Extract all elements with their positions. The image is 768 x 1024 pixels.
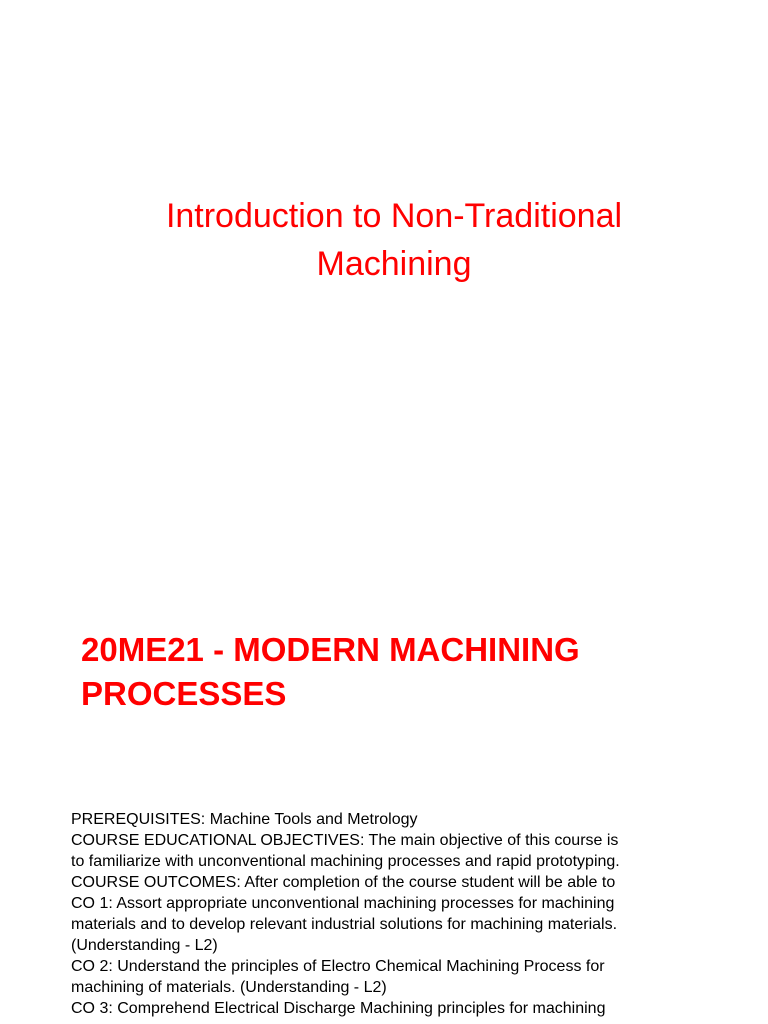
slide-title-line-1: Introduction to Non-Traditional [165,197,623,235]
outcomes-line: COURSE OUTCOMES: After completion of the course student will be able to [71,874,616,891]
course-description [71,809,751,1019]
co1-line: materials and to develop relevant industrial solutions for machining materials. [71,916,618,933]
co2-line: machining of materials. (Understanding - L2) [71,979,387,996]
course-title [81,628,721,716]
slide-title-line-2: Machining [316,245,472,283]
co1-line: CO 1: Assort appropriate unconventional machining processes for machining [71,895,615,912]
co2-line: CO 2: Understand the principles of Electro Chemical Machining Process for [71,958,605,975]
co3-line: CO 3: Comprehend Electrical Discharge Machining principles for machining [71,1000,606,1017]
objectives-line: to familiarize with unconventional machining processes and rapid prototyping. [71,853,620,870]
objectives-line: COURSE EDUCATIONAL OBJECTIVES: The main objective of this course is [71,832,619,849]
prerequisites-line: PREREQUISITES: Machine Tools and Metrology [71,811,418,828]
course-title-line-2: PROCESSES [81,675,287,712]
course-title-line-1: 20ME21 - MODERN MACHINING [81,631,580,668]
slide-title [60,192,728,288]
co1-line: (Understanding - L2) [71,937,218,954]
